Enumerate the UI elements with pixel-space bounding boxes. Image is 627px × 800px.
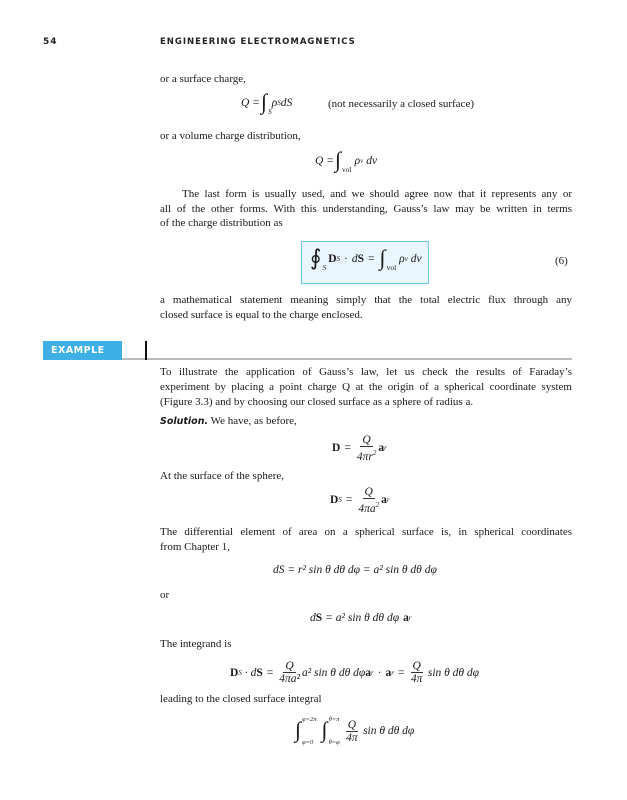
vector-S: S bbox=[256, 666, 263, 679]
lower-limit: φ=0 bbox=[302, 739, 314, 746]
equals: = bbox=[345, 494, 353, 507]
equals: = bbox=[344, 442, 351, 455]
dot: · bbox=[344, 253, 348, 265]
den-sup: 2 bbox=[375, 501, 380, 509]
numerator: Q bbox=[285, 660, 294, 672]
dv: dv bbox=[410, 253, 422, 265]
paragraph-line: experiment by placing a point charge Q at the origin of a spherical coordinate system bbox=[160, 381, 572, 393]
unit-vector-sub: r bbox=[391, 668, 395, 677]
integrand-text: The integrand is bbox=[160, 638, 232, 650]
paragraph-line: all of the other forms. With this understanding, Gauss’s law may be written in terms bbox=[160, 203, 572, 215]
eq-mid: a² sin θ dθ dφ bbox=[301, 666, 366, 679]
denominator bbox=[358, 499, 379, 515]
unit-vector-sub: r bbox=[384, 444, 387, 453]
leading-text: leading to the closed surface integral bbox=[160, 693, 322, 705]
D-sub: S bbox=[238, 668, 242, 677]
unit-vector: a bbox=[385, 666, 392, 679]
eq-body-sub: v bbox=[360, 157, 364, 165]
eq-lhs: Q = bbox=[315, 155, 334, 167]
upper-limit: φ=2π bbox=[302, 716, 317, 723]
eq-body: ρ bbox=[354, 155, 361, 167]
equals: = bbox=[398, 666, 405, 679]
fraction bbox=[358, 486, 379, 515]
eq-tail: dS bbox=[280, 97, 293, 109]
equation-closed-integral bbox=[294, 716, 414, 746]
equation-dS-vector bbox=[310, 612, 412, 624]
page-number: 54 bbox=[43, 37, 58, 47]
equation-gauss-law bbox=[309, 245, 422, 272]
running-title: ENGINEERING ELECTROMAGNETICS bbox=[160, 37, 356, 47]
integral-sign: ∫ bbox=[334, 147, 341, 172]
at-surface-text: At the surface of the sphere, bbox=[160, 470, 285, 482]
integral-sign: ∫ bbox=[260, 89, 267, 114]
vector-D: D bbox=[230, 666, 239, 679]
equals: = bbox=[266, 666, 274, 679]
eq-tail: dv bbox=[366, 155, 378, 167]
equation-number: (6) bbox=[555, 255, 568, 267]
limits bbox=[329, 716, 340, 746]
equation-D bbox=[332, 434, 387, 463]
D-sub: S bbox=[338, 496, 342, 505]
eq-sub: S bbox=[322, 263, 327, 272]
paragraph-line: To illustrate the application of Gauss’s law, let us check the results of Faraday’s bbox=[160, 366, 572, 378]
paragraph-line: The last form is usually used, and we should agree now that it represents any or bbox=[182, 188, 572, 200]
volume-charge-intro: or a volume charge distribution, bbox=[160, 130, 301, 142]
vector-S: S bbox=[357, 253, 365, 265]
unit-vector: a bbox=[403, 612, 409, 624]
denominator: 4πa² bbox=[279, 673, 300, 685]
example-divider bbox=[145, 341, 147, 360]
equals: = bbox=[368, 253, 375, 265]
eq-tail: sin θ dθ dφ bbox=[363, 725, 415, 737]
rho: ρ bbox=[399, 253, 405, 265]
contour-integral-sign: ∮ bbox=[310, 245, 322, 270]
fraction bbox=[411, 660, 423, 685]
D-sub: S bbox=[336, 255, 341, 263]
solution-line bbox=[160, 414, 572, 429]
eq-rhs: = a² sin θ dθ dφ bbox=[325, 612, 400, 624]
rho-sub: v bbox=[404, 255, 408, 263]
unit-vector: a bbox=[378, 442, 385, 455]
eq-body-sub: S bbox=[277, 99, 281, 107]
paragraph-line: The differential element of area on a spherical surface is, in spherical coordinates bbox=[160, 526, 572, 538]
solution-text: We have, as before, bbox=[210, 415, 297, 427]
numerator: Q bbox=[347, 718, 357, 731]
eq-body: ρ bbox=[271, 97, 278, 109]
vector-D: D bbox=[330, 494, 339, 507]
d: d bbox=[310, 612, 316, 624]
den-text: 4πa bbox=[358, 502, 376, 515]
upper-limit: θ=π bbox=[328, 716, 340, 723]
numerator: Q bbox=[364, 486, 373, 498]
vector-D: D bbox=[328, 253, 337, 265]
solution-label: Solution. bbox=[160, 416, 209, 427]
vector-S: S bbox=[315, 612, 323, 624]
surface-charge-intro: or a surface charge, bbox=[160, 73, 246, 85]
unit-vector-sub: r bbox=[370, 668, 374, 677]
equation-integrand bbox=[230, 660, 479, 685]
equation-dS-scalar bbox=[273, 564, 437, 576]
integral-sign: ∫ bbox=[295, 717, 302, 742]
paragraph-line: closed surface is equal to the charge enclosed. bbox=[160, 309, 363, 321]
vector-D: D bbox=[332, 442, 341, 455]
unit-vector-sub: r bbox=[386, 496, 390, 505]
eq-lhs: Q = bbox=[241, 97, 260, 109]
fraction bbox=[357, 434, 377, 463]
denominator bbox=[357, 447, 377, 463]
example-rule bbox=[43, 358, 572, 360]
dot: · bbox=[377, 666, 382, 679]
eq-tail: sin θ dθ dφ bbox=[427, 666, 480, 679]
denominator: 4π bbox=[346, 731, 358, 744]
unit-vector-sub: r bbox=[408, 614, 412, 622]
den-text: 4πr bbox=[356, 450, 373, 463]
fraction bbox=[346, 719, 358, 744]
eq-text: dS = r² sin θ dθ dφ = a² sin θ dθ dφ bbox=[273, 564, 437, 576]
integral-sign: ∫ bbox=[321, 717, 328, 742]
equation-Ds bbox=[330, 486, 390, 515]
paragraph-line: from Chapter 1, bbox=[160, 541, 230, 553]
numerator: Q bbox=[362, 434, 371, 446]
dot-d: · d bbox=[244, 666, 257, 679]
equation-volume-charge bbox=[315, 147, 378, 174]
lower-limit: θ=φ bbox=[328, 739, 340, 746]
example-label: EXAMPLE 3.1 bbox=[43, 341, 122, 360]
integral-sign: ∫ bbox=[379, 245, 386, 270]
unit-vector: a bbox=[365, 666, 371, 679]
denominator: 4π bbox=[410, 673, 423, 685]
eq-sub: S bbox=[267, 107, 272, 116]
fraction bbox=[279, 660, 300, 685]
limits bbox=[302, 716, 317, 746]
numerator: Q bbox=[412, 660, 421, 672]
eq-surface-note: (not necessarily a closed surface) bbox=[328, 98, 474, 110]
paragraph-line: of the charge distribution as bbox=[160, 217, 283, 229]
unit-vector: a bbox=[381, 494, 387, 507]
paragraph-line: a mathematical statement meaning simply that the total electric flux through any bbox=[160, 294, 572, 306]
or-text: or bbox=[160, 589, 170, 601]
d: d bbox=[351, 253, 358, 265]
equation-surface-charge bbox=[241, 89, 293, 116]
eq-sub: vol bbox=[341, 165, 352, 174]
eq-sub: vol bbox=[386, 263, 397, 272]
den-sup: 2 bbox=[372, 449, 377, 457]
paragraph-line: (Figure 3.3) and by choosing our closed surface as a sphere of radius a. bbox=[160, 396, 474, 408]
